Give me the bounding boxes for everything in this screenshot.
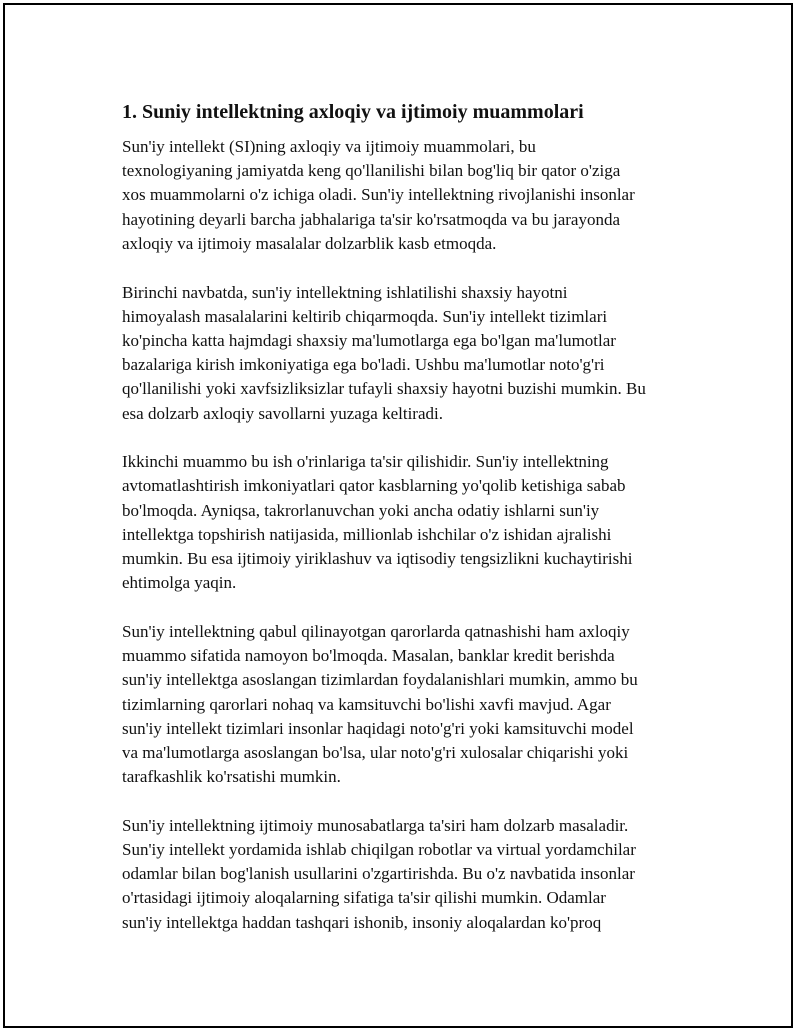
text-line: Sun'iy intellekt (SI)ning axloqiy va ijtimoiy muammolari, bu <box>122 137 536 156</box>
paragraph-4 <box>122 620 697 789</box>
text-line: texnologiyaning jamiyatda keng qo'llanilishi bilan bog'liq bir qator o'ziga <box>122 161 621 181</box>
text-line: o'rtasidagi ijtimoiy aloqalarning sifatiga ta'sir qilishi mumkin. Odamlar <box>122 888 606 908</box>
text-line: esa dolzarb axloqiy savollarni yuzaga keltiradi. <box>122 403 443 423</box>
paragraph-1 <box>122 135 697 256</box>
text-line: Ikkinchi muammo bu ish o'rinlariga ta'sir qilishidir. Sun'iy intellektning <box>122 452 609 472</box>
text-line: sun'iy intellektga asoslangan tizimlardan foydalanishlari mumkin, ammo bu <box>122 670 638 690</box>
text-line: qo'llanilishi yoki xavfsizliksizlar tufayli shaxsiy hayotni buzishi mumkin. Bu <box>122 379 646 399</box>
text-line: Birinchi navbatda, sun'iy intellektning ishlatilishi shaxsiy hayotni <box>122 282 568 302</box>
text-line: Sun'iy intellekt yordamida ishlab chiqilgan robotlar va virtual yordamchilar <box>122 840 636 860</box>
paragraph-5 <box>122 814 697 935</box>
text-line: va ma'lumotlarga asoslangan bo'lsa, ular noto'g'ri xulosalar chiqarishi yoki <box>122 742 629 762</box>
page-title: 1. Suniy intellektning axloqiy va ijtimoiy muammolari <box>122 101 584 123</box>
text-line: ko'pincha katta hajmdagi shaxsiy ma'lumotlarga ega bo'lgan ma'lumotlar <box>122 330 616 350</box>
document-body <box>122 99 697 959</box>
text-line: tarafkashlik ko'rsatishi mumkin. <box>122 767 341 787</box>
text-line: xos muammolarni o'z ichiga oladi. Sun'iy intellektning rivojlanishi insonlar <box>122 185 635 205</box>
text-line: muammo sifatida namoyon bo'lmoqda. Masalan, banklar kredit berishda <box>122 646 615 666</box>
text-line: sun'iy intellektga haddan tashqari ishonib, insoniy aloqalardan ko'proq <box>122 912 602 932</box>
text-line: axloqiy va ijtimoiy masalalar dolzarblik kasb etmoqda. <box>122 233 497 253</box>
text-line: Sun'iy intellektning ijtimoiy munosabatlarga ta'siri ham dolzarb masaladir. <box>122 815 629 835</box>
text-line: odamlar bilan bog'lanish usullarini o'zgartirishda. Bu o'z navbatida insonlar <box>122 864 635 884</box>
paragraph-2 <box>122 281 697 426</box>
text-line: hayotining deyarli barcha jabhalariga ta'sir ko'rsatmoqda va bu jarayonda <box>122 209 620 229</box>
text-line: tizimlarning qarorlari nohaq va kamsituvchi bo'lishi xavfi mavjud. Agar <box>122 694 611 714</box>
text-line: ehtimolga yaqin. <box>122 573 237 593</box>
text-line: Sun'iy intellektning qabul qilinayotgan qarorlarda qatnashishi ham axloqiy <box>122 621 630 641</box>
page-frame <box>3 3 793 1028</box>
text-line: avtomatlashtirish imkoniyatlari qator kasblarning yo'qolib ketishiga sabab <box>122 476 626 496</box>
text-line: bo'lmoqda. Ayniqsa, takrorlanuvchan yoki ancha odatiy ishlarni sun'iy <box>122 500 600 520</box>
text-line: mumkin. Bu esa ijtimoiy yiriklashuv va iqtisodiy tengsizlikni kuchaytirishi <box>122 549 633 569</box>
paragraph-3 <box>122 450 697 595</box>
text-line: bazalariga kirish imkoniyatiga ega bo'ladi. Ushbu ma'lumotlar noto'g'ri <box>122 355 605 375</box>
text-line: himoyalash masalalarini keltirib chiqarmoqda. Sun'iy intellekt tizimlari <box>122 306 608 326</box>
text-line: intellektga topshirish natijasida, millionlab ishchilar o'z ishidan ajralishi <box>122 524 612 544</box>
text-line: sun'iy intellekt tizimlari insonlar haqidagi noto'g'ri yoki kamsituvchi model <box>122 718 634 738</box>
